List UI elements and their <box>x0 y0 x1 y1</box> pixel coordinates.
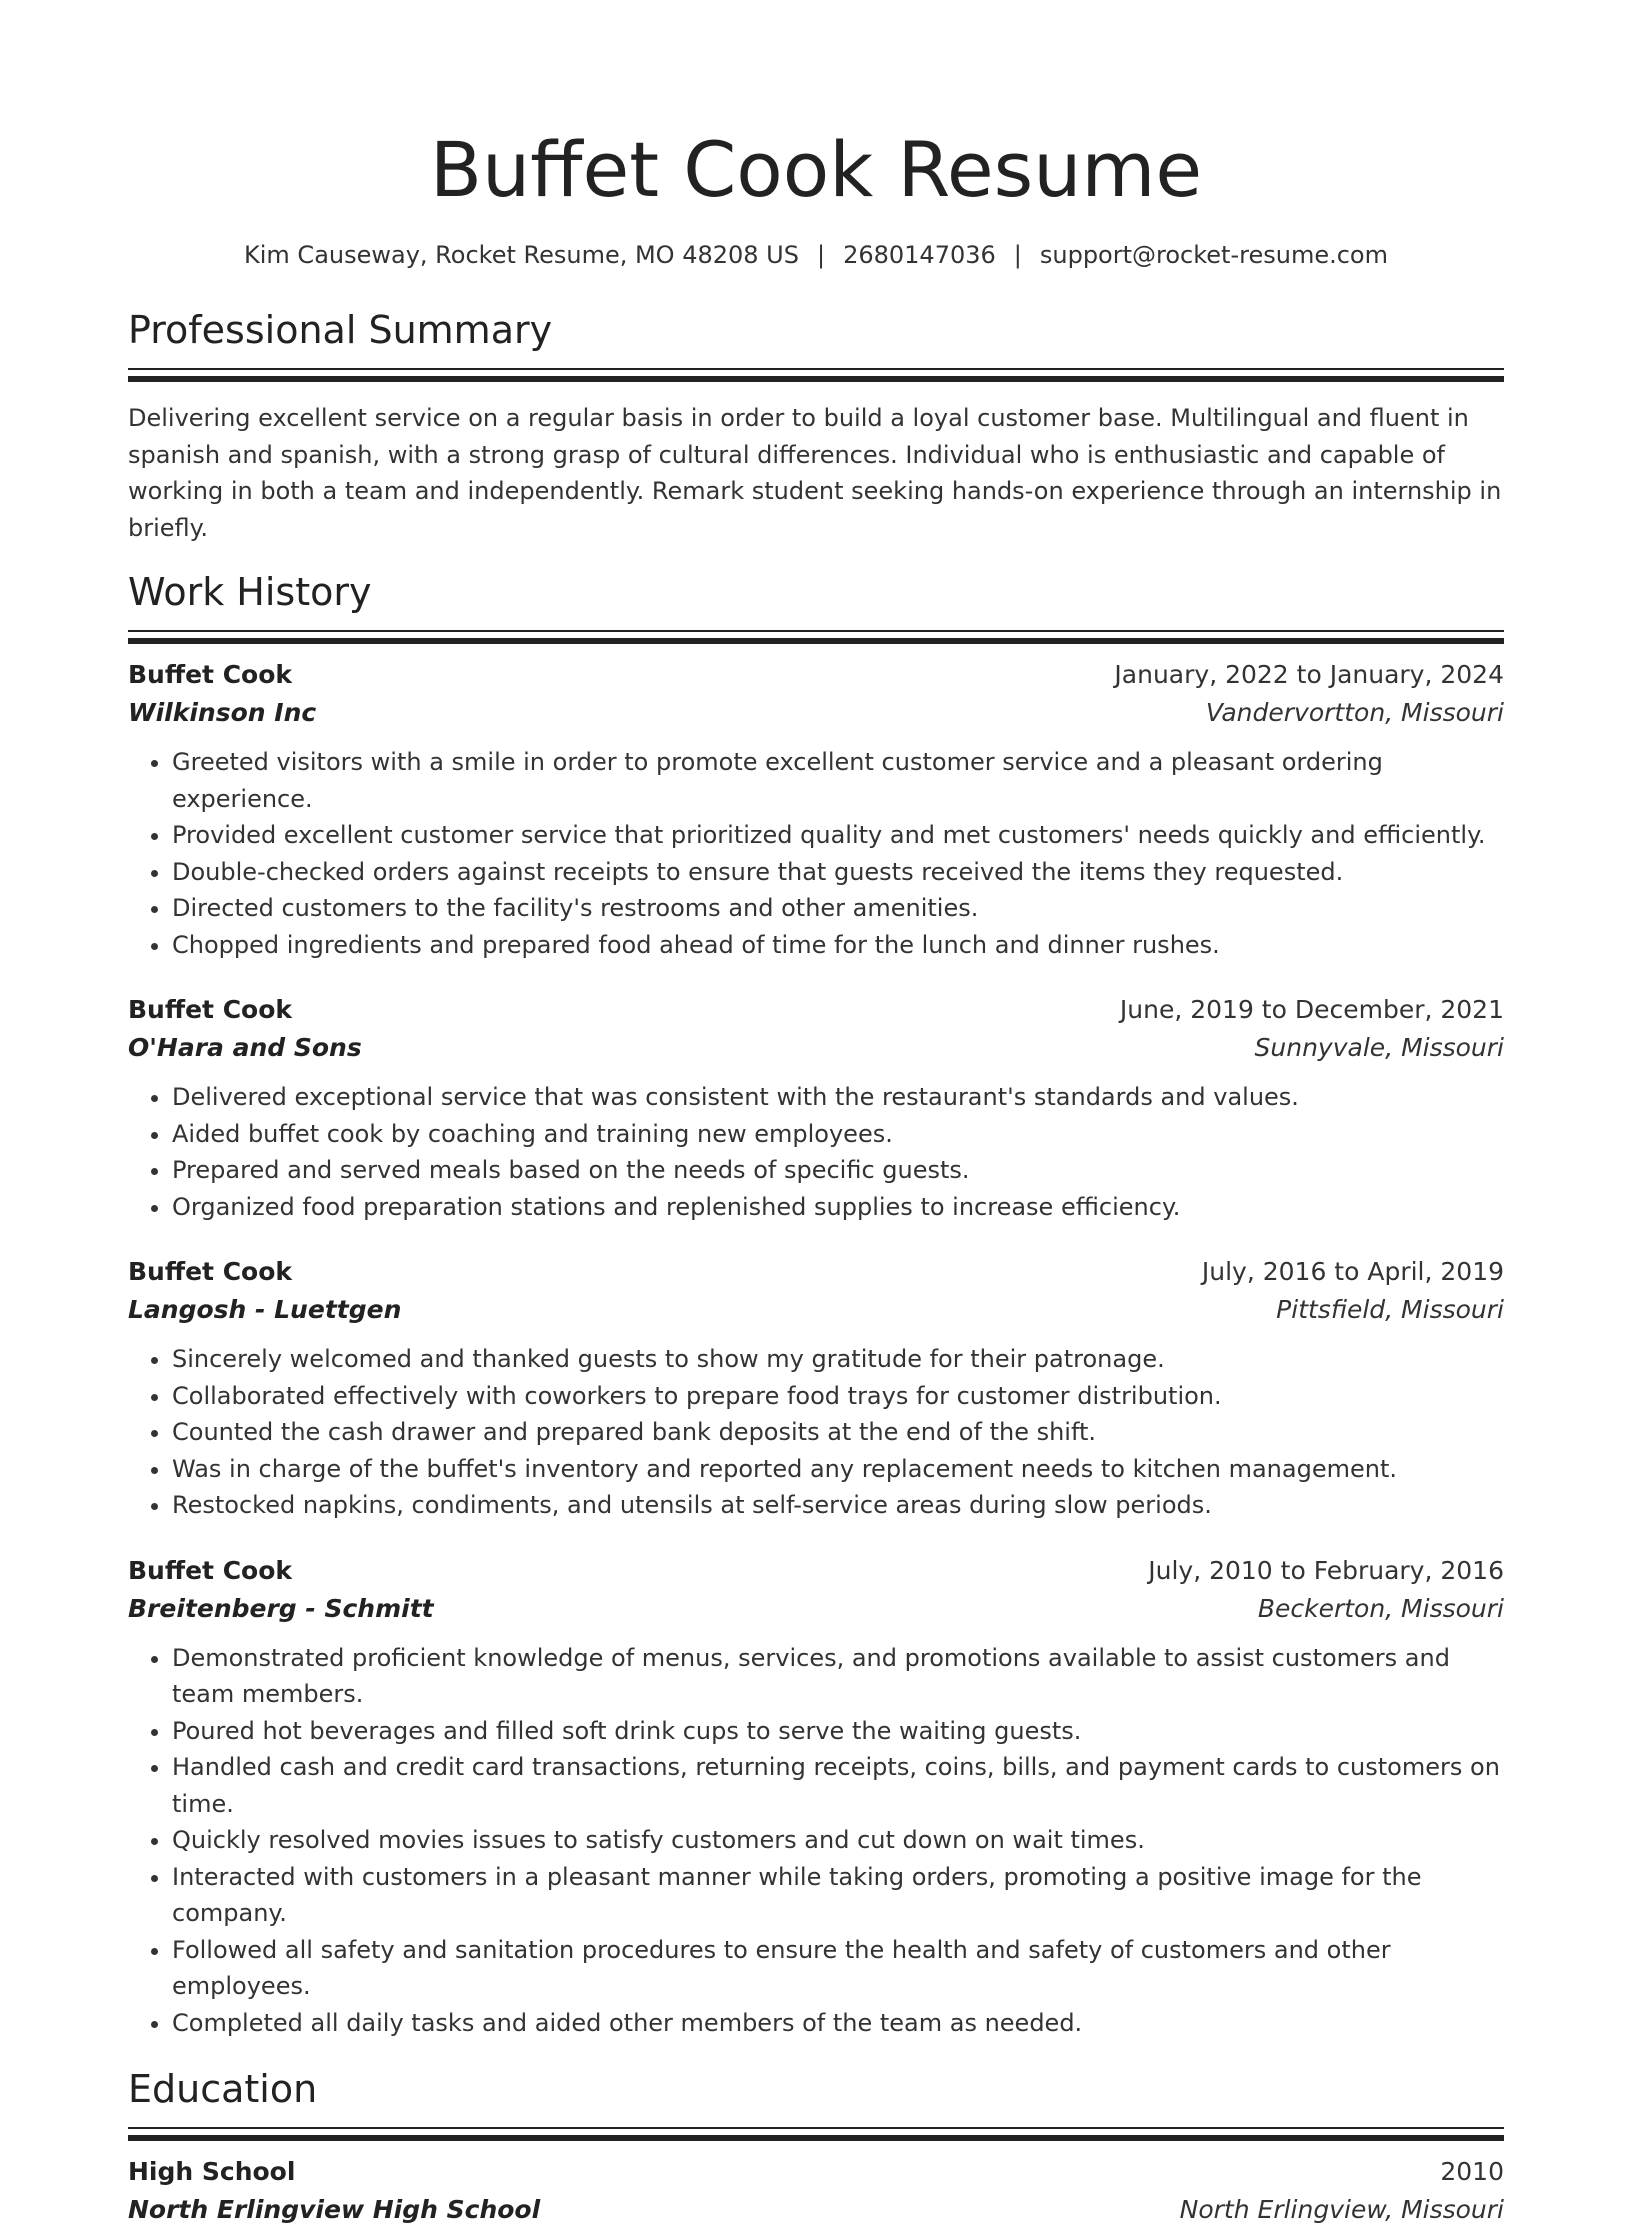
job-dates: July, 2016 to April, 2019 <box>1201 1257 1504 1286</box>
job-title: Buffet Cook <box>128 995 293 1024</box>
contact-separator: | <box>1013 241 1022 269</box>
job-bullet-item: • Interacted with customers in a pleasant manner while taking orders, promoting a positive image for the company. <box>172 1859 1504 1932</box>
job-header-row <box>128 1552 1504 1590</box>
job-entry <box>128 1253 1504 1524</box>
job-header-row <box>128 991 1504 1029</box>
education-location: North Erlingview, Missouri <box>1179 2195 1504 2224</box>
work-history-section <box>128 568 1504 2041</box>
job-bullets <box>128 1079 1504 1225</box>
section-heading-work-history: Work History <box>128 570 372 614</box>
contact-phone: 2680147036 <box>843 241 996 269</box>
job-company-row <box>128 1029 1504 1067</box>
job-entry <box>128 991 1504 1225</box>
job-company: Breitenberg - Schmitt <box>128 1593 434 1623</box>
job-company: Wilkinson Inc <box>128 698 317 727</box>
section-divider-thin <box>128 368 1504 370</box>
job-bullet-item: • Quickly resolved movies issues to satisfy customers and cut down on wait times. <box>172 1822 1504 1859</box>
summary-text: Delivering excellent service on a regular basis in order to build a loyal customer base. Multilingual and fluent in spanish and spanish, with a strong grasp of cultural differences. Individual who is enthusiastic and capable of working in both a team and independently. Remark student seeking hands-on experience through an internship in briefly. <box>128 404 1502 542</box>
job-header-row <box>128 1253 1504 1291</box>
section-heading-education: Education <box>128 2067 318 2111</box>
education-degree: High School <box>128 2157 296 2186</box>
job-title: Buffet Cook <box>128 660 293 689</box>
section-heading-summary: Professional Summary <box>128 308 553 352</box>
job-company-row <box>128 1291 1504 1329</box>
job-entry <box>128 656 1504 963</box>
job-header-row <box>128 656 1504 694</box>
job-dates: January, 2022 to January, 2024 <box>1114 660 1504 689</box>
education-section <box>128 2065 1504 2229</box>
section-divider-thick <box>128 638 1504 644</box>
job-bullet-item: • Greeted visitors with a smile in order to promote excellent customer service and a pleasant ordering experience. <box>172 744 1504 817</box>
job-company-row <box>128 694 1504 732</box>
jobs-list <box>128 656 1504 2041</box>
section-divider-thin <box>128 2127 1504 2129</box>
contact-separator: | <box>816 241 826 269</box>
resume-title: Buffet Cook Resume <box>429 125 1203 214</box>
summary-section <box>128 306 1504 546</box>
job-bullets <box>128 1341 1504 1524</box>
job-bullet-item: • Directed customers to the facility's restrooms and other amenities. <box>172 890 1504 927</box>
job-entry <box>128 1552 1504 2042</box>
education-school: North Erlingview High School <box>128 2195 541 2224</box>
job-bullet-item: • Chopped ingredients and prepared food ahead of time for the lunch and dinner rushes. <box>172 927 1504 964</box>
job-bullet-item: • Followed all safety and sanitation procedures to ensure the health and safety of customers and other employees. <box>172 1932 1504 2005</box>
job-company: Langosh - Luettgen <box>128 1295 402 1324</box>
job-bullet-item: • Double-checked orders against receipts to ensure that guests received the items they requested. <box>172 854 1504 891</box>
resume-page <box>128 0 1504 2229</box>
job-company-row <box>128 1590 1504 1628</box>
contact-address: Kim Causeway, Rocket Resume, MO 48208 US <box>244 241 799 269</box>
job-dates: July, 2010 to February, 2016 <box>1148 1555 1504 1585</box>
job-location: Sunnyvale, Missouri <box>1254 1033 1504 1062</box>
education-entry <box>128 2153 1504 2229</box>
job-bullets <box>128 744 1504 963</box>
section-divider-thick <box>128 2135 1504 2141</box>
job-bullet-item: • Provided excellent customer service that prioritized quality and met customers' needs quickly and efficiently. <box>172 817 1504 854</box>
job-company: O'Hara and Sons <box>128 1033 362 1062</box>
section-divider-thin <box>128 630 1504 632</box>
job-dates: June, 2019 to December, 2021 <box>1119 995 1504 1024</box>
job-bullet-item: • Completed all daily tasks and aided other members of the team as needed. <box>172 2005 1504 2042</box>
job-location: Beckerton, Missouri <box>1257 1593 1504 1623</box>
education-header-row <box>128 2153 1504 2191</box>
job-bullet-item: • Restocked napkins, condiments, and utensils at self-service areas during slow periods. <box>172 1487 1504 1524</box>
job-bullet-item: • Demonstrated proficient knowledge of menus, services, and promotions available to assist customers and team members. <box>172 1640 1504 1713</box>
job-bullet-item: • Organized food preparation stations and replenished supplies to increase efficiency. <box>172 1189 1504 1226</box>
job-bullet-item: • Aided buffet cook by coaching and training new employees. <box>172 1116 1504 1153</box>
education-year: 2010 <box>1440 2157 1504 2186</box>
contact-email: support@rocket-resume.com <box>1039 241 1388 269</box>
job-title: Buffet Cook <box>128 1257 293 1286</box>
job-bullet-item: • Handled cash and credit card transactions, returning receipts, coins, bills, and payment cards to customers on time. <box>172 1749 1504 1822</box>
job-bullet-item: • Delivered exceptional service that was consistent with the restaurant's standards and values. <box>172 1079 1504 1116</box>
job-bullets <box>128 1640 1504 2042</box>
education-school-row <box>128 2191 1504 2229</box>
job-location: Pittsfield, Missouri <box>1276 1295 1504 1324</box>
section-divider-thick <box>128 376 1504 382</box>
job-bullet-item: • Counted the cash drawer and prepared bank deposits at the end of the shift. <box>172 1414 1504 1451</box>
job-bullet-item: • Was in charge of the buffet's inventory and reported any replacement needs to kitchen management. <box>172 1451 1504 1488</box>
job-location: Vandervortton, Missouri <box>1205 698 1504 727</box>
education-list <box>128 2153 1504 2229</box>
job-bullet-item: • Sincerely welcomed and thanked guests to show my gratitude for their patronage. <box>172 1341 1504 1378</box>
job-title: Buffet Cook <box>128 1555 293 1585</box>
job-bullet-item: • Prepared and served meals based on the needs of specific guests. <box>172 1152 1504 1189</box>
job-bullet-item: • Collaborated effectively with coworkers to prepare food trays for customer distribution. <box>172 1378 1504 1415</box>
job-bullet-item: • Poured hot beverages and filled soft drink cups to serve the waiting guests. <box>172 1713 1504 1750</box>
contact-line <box>128 238 1504 272</box>
